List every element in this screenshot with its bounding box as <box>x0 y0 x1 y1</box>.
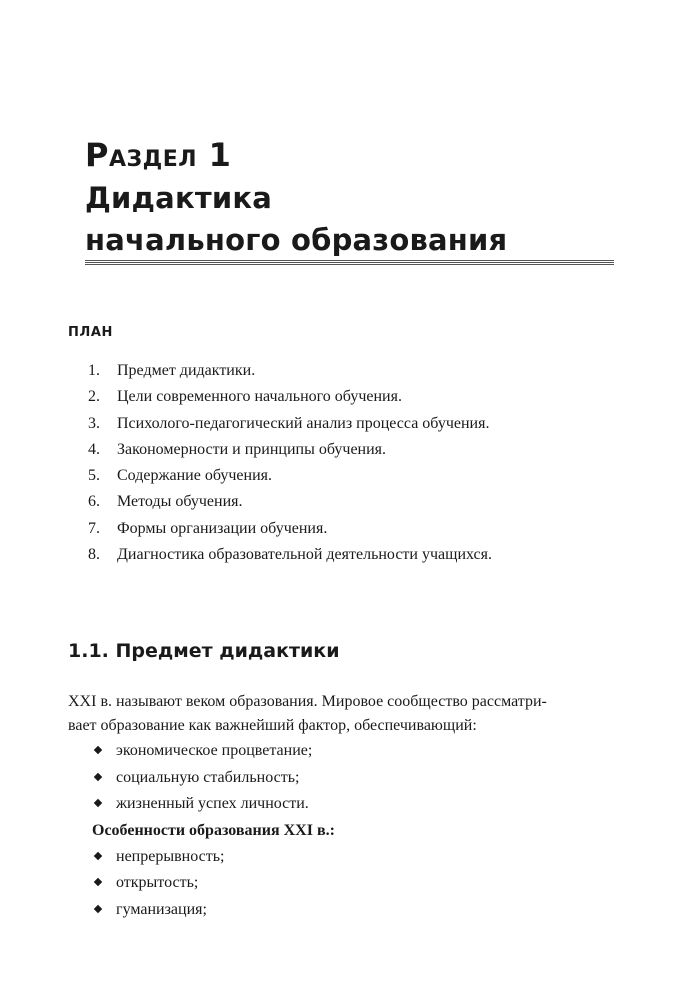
chapter-heading <box>85 133 507 261</box>
plan-item-number: 5. <box>88 467 100 485</box>
list-item <box>68 738 616 765</box>
chapter-title-line-2: начального образования <box>85 223 508 257</box>
plan-item-text: Цели современного начального обучения. <box>117 388 402 406</box>
plan-item-number: 6. <box>88 493 100 511</box>
diamond-bullet-icon <box>94 851 102 859</box>
factors-list <box>68 738 616 818</box>
paragraph-line: вает образование как важнейший фактор, обеспечивающий: <box>68 717 477 734</box>
list-item <box>68 870 616 897</box>
list-item-text: непрерывность; <box>116 847 225 865</box>
body-text <box>68 690 616 923</box>
plan-item <box>88 386 492 412</box>
list-item-text: экономическое процветание; <box>116 742 313 759</box>
plan-heading: ПЛАН <box>68 325 114 340</box>
plan-item-number: 7. <box>88 519 100 537</box>
diamond-bullet-icon <box>94 772 102 780</box>
list-item <box>68 765 616 792</box>
diamond-bullet-icon <box>94 904 102 912</box>
section-label: Раздел 1 <box>85 136 232 174</box>
subsection-title: 1.1. Предмет дидактики <box>68 640 340 662</box>
list-item <box>68 791 616 818</box>
list-item-text: жизненный успех личности. <box>116 795 309 812</box>
list-item-text: открытость; <box>116 874 199 891</box>
plan-item <box>88 518 492 544</box>
plan-item <box>88 360 492 386</box>
diamond-bullet-icon <box>94 878 102 886</box>
diamond-bullet-icon <box>94 746 102 754</box>
list-item-text: социальную стабильность; <box>116 768 300 786</box>
plan-item-text: Содержание обучения. <box>117 467 272 485</box>
plan-item-text: Закономерности и принципы обучения. <box>117 440 387 458</box>
features-list <box>68 844 616 924</box>
plan-item-text: Предмет дидактики. <box>117 362 256 379</box>
plan-item-number: 3. <box>88 414 100 432</box>
plan-item-number: 1. <box>88 362 100 379</box>
plan-item <box>88 465 492 491</box>
list-item-text: гуманизация; <box>116 900 207 918</box>
plan-item-text: Диагностика образовательной деятельности учащихся. <box>117 546 493 564</box>
plan-item-text: Психолого-педагогический анализ процесса обучения. <box>117 414 490 432</box>
chapter-title-line-1: Дидактика <box>85 181 273 215</box>
plan-item <box>88 491 492 517</box>
plan-item-number: 4. <box>88 440 100 458</box>
plan-item <box>88 439 492 465</box>
plan-item-number: 2. <box>88 388 100 406</box>
features-heading: Особенности образования XXI в.: <box>92 821 335 839</box>
diamond-bullet-icon <box>94 799 102 807</box>
plan-item-text: Методы обучения. <box>117 493 243 511</box>
title-underline-rule <box>85 260 614 266</box>
paragraph-line: XXI в. называют веком образования. Мировое сообщество рассматри- <box>68 693 547 710</box>
list-item <box>68 897 616 924</box>
plan-item <box>88 413 492 439</box>
plan-item-text: Формы организации обучения. <box>117 519 328 537</box>
plan-item-number: 8. <box>88 546 100 564</box>
plan-list <box>88 360 492 570</box>
list-item <box>68 844 616 871</box>
plan-item <box>88 544 492 570</box>
